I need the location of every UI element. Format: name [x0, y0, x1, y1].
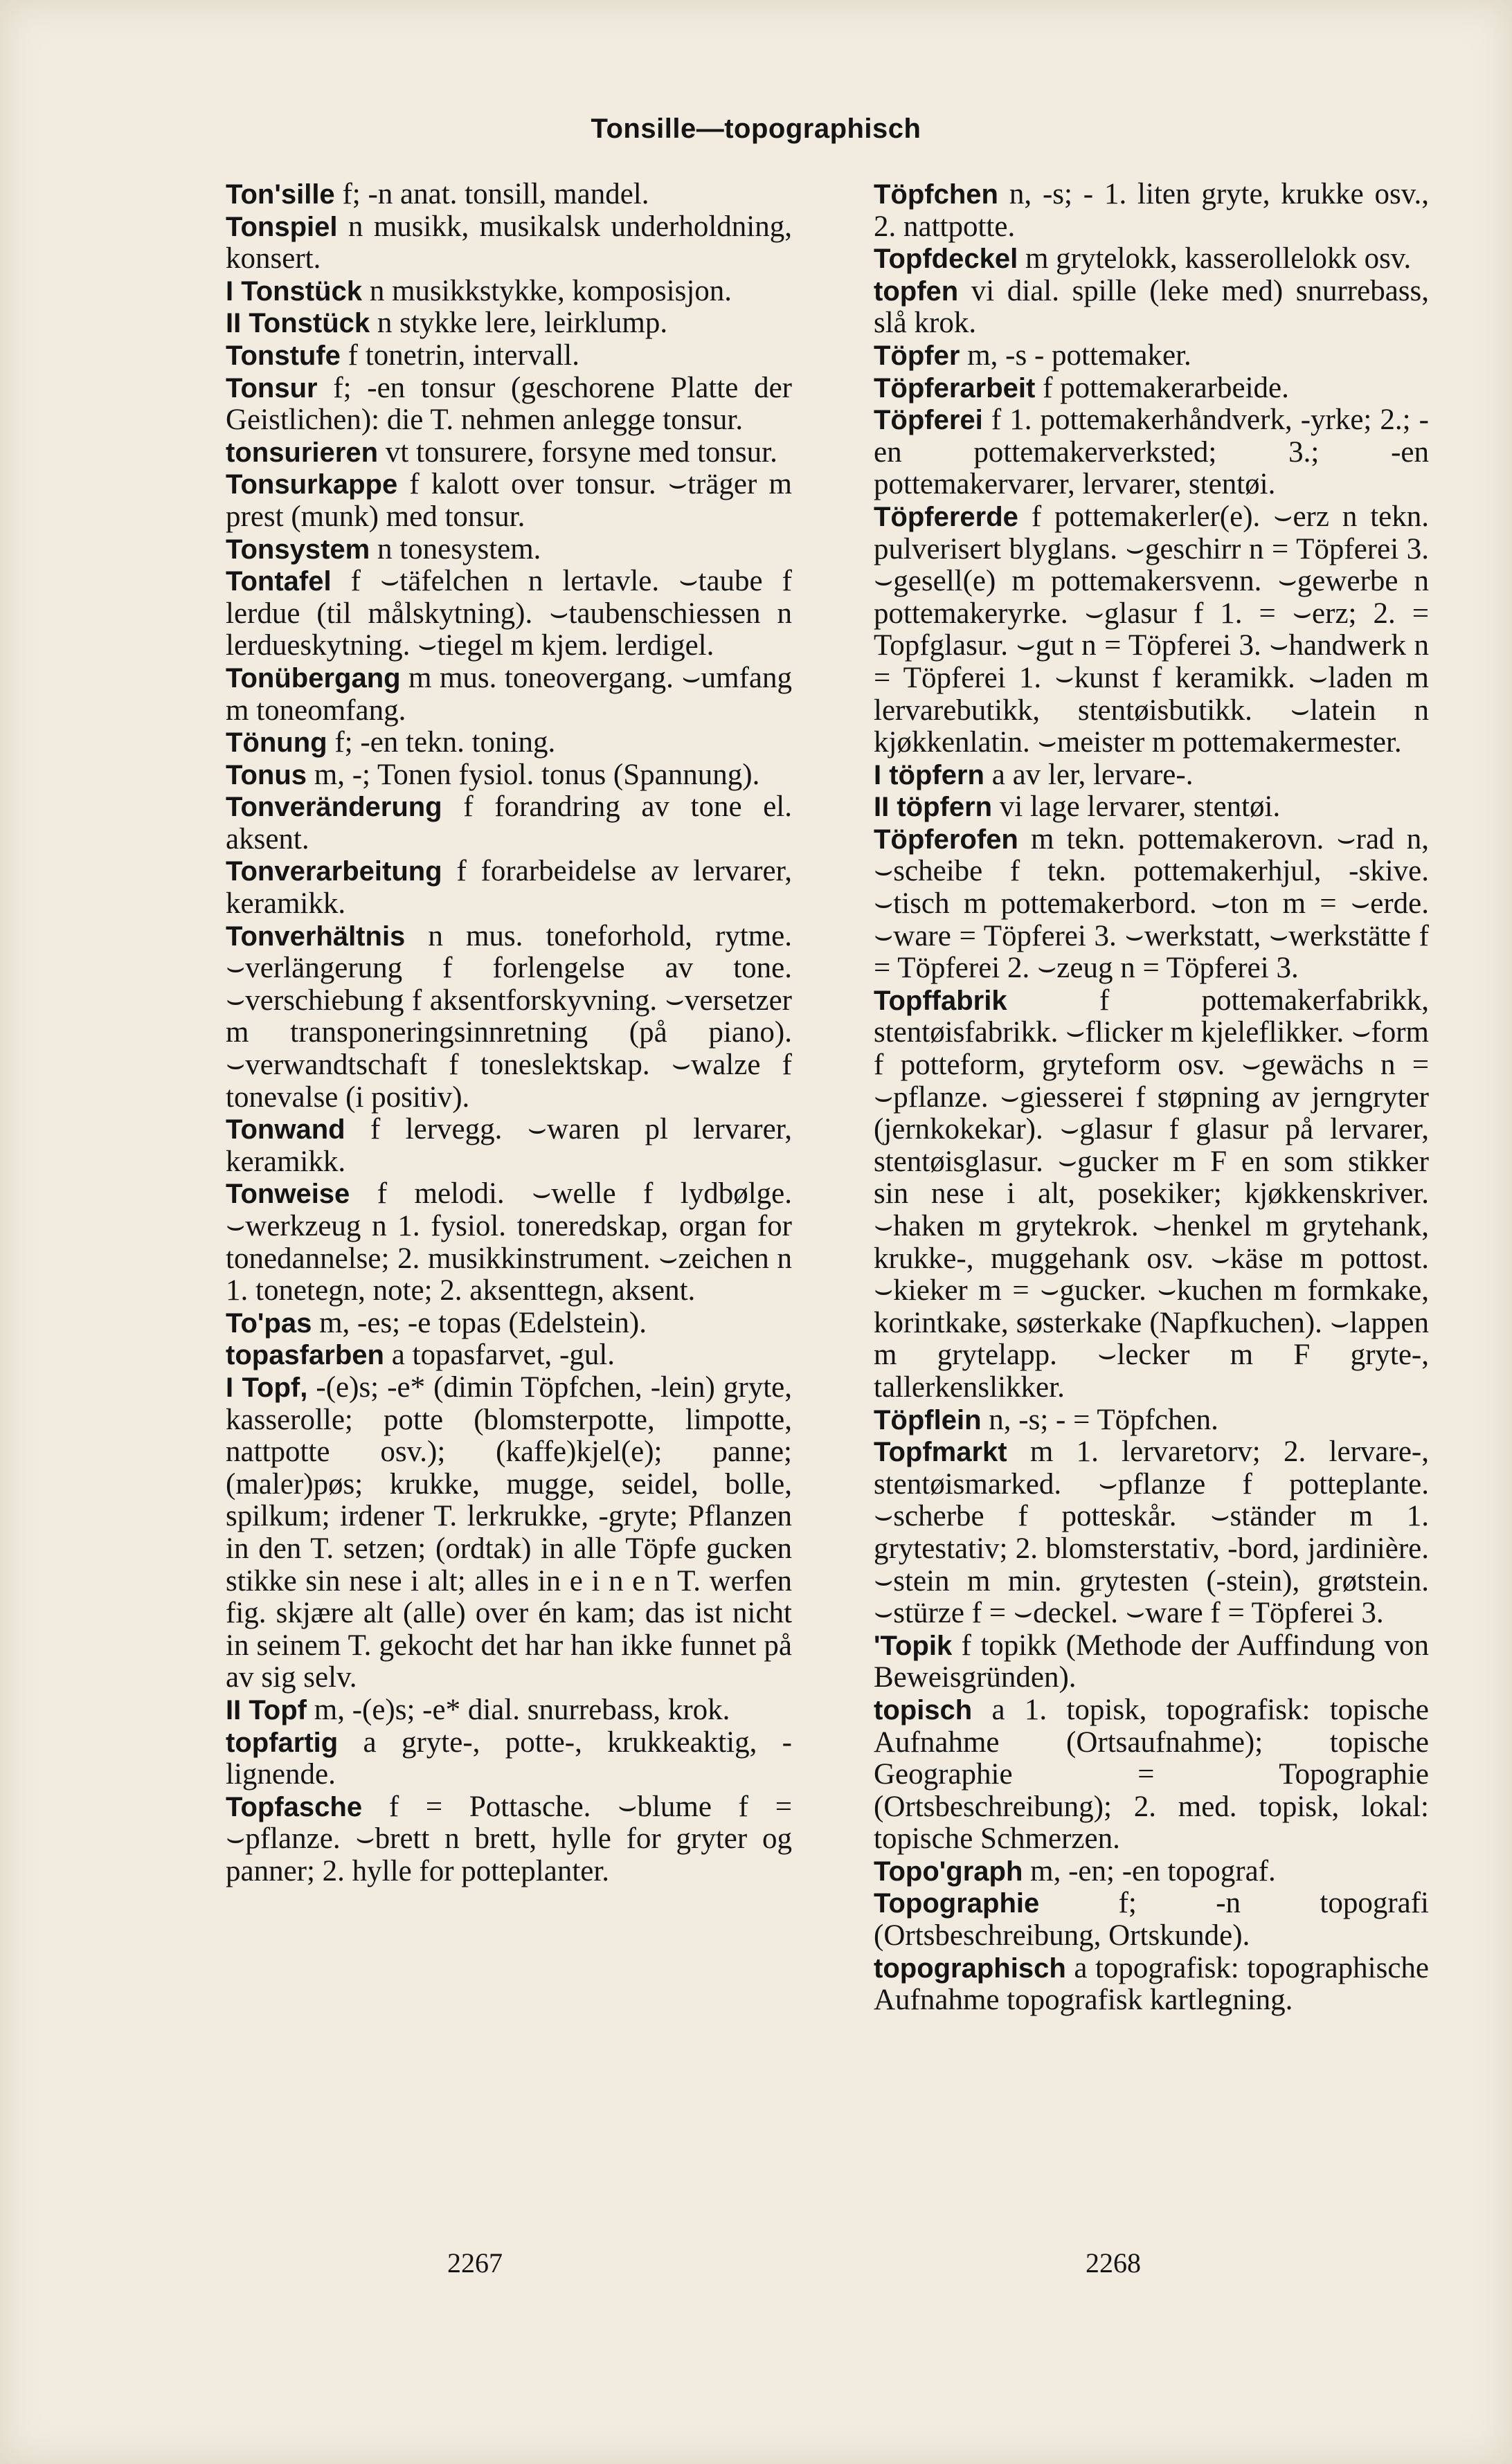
- dictionary-entry: [192, 211, 792, 275]
- entry-headword: Topographie: [874, 1888, 1040, 1919]
- dictionary-entry: [192, 179, 792, 211]
- entry-headword: Tonsur: [226, 372, 318, 404]
- dictionary-entry: [192, 1307, 792, 1340]
- entry-headword: topfartig: [226, 1727, 339, 1758]
- entry-definition: m tekn. pottemakerovn. ⌣rad n, ⌣scheibe f tekn. pottemakerhjul, -skive. ⌣tisch m pottemakerbord. ⌣ton m = ⌣erde. ⌣ware = Töpferei 3. ⌣werkstatt, ⌣werkstätte f = Töpferei 2. ⌣zeug n = Töpferei 3.: [874, 822, 1429, 985]
- dictionary-entry: [840, 1630, 1429, 1694]
- dictionary-entry: [192, 662, 792, 727]
- dictionary-entry: [192, 1178, 792, 1307]
- dictionary-entry: [192, 307, 792, 340]
- entry-definition: f lervegg. ⌣waren pl lervarer, keramikk.: [226, 1113, 792, 1178]
- dictionary-entry: [840, 1436, 1429, 1630]
- entry-definition: vi lage lervarer, stentøi.: [992, 790, 1281, 824]
- dictionary-entry: [840, 1953, 1429, 2017]
- entry-headword: Tonspiel: [226, 211, 338, 242]
- entry-headword: Topfdeckel: [874, 244, 1018, 275]
- entry-headword: Tonveränderung: [226, 792, 442, 823]
- entry-definition: m, -s - pottemaker.: [960, 338, 1191, 372]
- entry-headword: I Tonstück: [226, 275, 363, 307]
- entry-definition: f ⌣täfelchen n lertavle. ⌣taube f lerdue (til målskytning). ⌣taubenschiessen n lerdueskytning. ⌣tiegel m kjem. lerdigel.: [226, 565, 792, 662]
- entry-headword: Töpferarbeit: [874, 372, 1036, 404]
- dictionary-entry: [192, 437, 792, 469]
- entry-definition: f pottemakerfabrikk, stentøisfabrikk. ⌣flicker m kjeleflikker. ⌣form f potteform, gryteform osv. ⌣gewächs n = ⌣pflanze. ⌣giesserei f støpning av jerngryter (jernkokekar). ⌣glasur f glasur på lervarer, stentøisglasur. ⌣gucker m F en som stikker sin nese i alt, posekiker; kjøkkenskriver. ⌣haken m grytekrok. ⌣henkel m grytehank, krukke-, muggehank osv. ⌣käse m pottost. ⌣kieker m = ⌣gucker. ⌣kuchen m formkake, korintkake, søsterkake (Napfkuchen). ⌣lappen m grytelapp. ⌣lecker m F gryte-, tallerkenslikker.: [874, 984, 1429, 1404]
- dictionary-entry: [840, 1694, 1429, 1856]
- dictionary-entry: [192, 1727, 792, 1791]
- entry-headword: Tonverarbeitung: [226, 856, 442, 887]
- entry-definition: f pottemakerler(e). ⌣erz n tekn. pulverisert blyglans. ⌣geschirr n = Töpferei 3. ⌣gesell(e) m pottemakersvenn. ⌣gewerbe n pottemakeryrke. ⌣glasur f 1. = ⌣erz; 2. = Topfglasur. ⌣gut n = Töpferei 3. ⌣handwerk n = Töpferei 1. ⌣kunst f keramikk. ⌣laden m lervarebutikk, stentøisbutikk. ⌣latein n kjøkkenlatin. ⌣meister m pottemakermester.: [874, 500, 1429, 759]
- entry-definition: m, -; Tonen fysiol. tonus (Spannung).: [307, 758, 760, 791]
- dictionary-entry: [840, 340, 1429, 372]
- dictionary-entry: [192, 1694, 792, 1727]
- entry-headword: Tönung: [226, 727, 327, 759]
- entry-headword: Tonwand: [226, 1114, 345, 1145]
- entry-definition: m grytelokk, kasserollelokk osv.: [1018, 242, 1412, 275]
- entry-definition: n stykke lere, leirklump.: [370, 307, 668, 340]
- entry-headword: Tontafel: [226, 566, 332, 597]
- dictionary-entry: [840, 1404, 1429, 1437]
- right-column: [840, 179, 1429, 2017]
- entry-definition: m 1. lervaretorv; 2. lervare-, stentøismarked. ⌣pflanze f potteplante. ⌣scherbe f potteskår. ⌣ständer m 1. grytestativ; 2. blomsterstativ, -bord, jardinière. ⌣stein m min. grytesten (-stein), grøtstein. ⌣stürze f = ⌣deckel. ⌣ware f = Töpferei 3.: [874, 1435, 1429, 1630]
- entry-headword: To'pas: [226, 1307, 312, 1339]
- entry-definition: f forandring av tone el. aksent.: [226, 790, 792, 855]
- dictionary-entry: [192, 469, 792, 533]
- entry-headword: Topffabrik: [874, 985, 1007, 1016]
- dictionary-entry: [192, 1339, 792, 1372]
- entry-headword: Töpferei: [874, 405, 983, 436]
- dictionary-entry: [840, 501, 1429, 759]
- entry-headword: Tonübergang: [226, 662, 401, 694]
- entry-definition: f 1. pottemakerhåndverk, -yrke; 2.; -en pottemakerverksted; 3.; -en pottemakervarer, lervarer, stentøi.: [874, 404, 1429, 501]
- entry-headword: Ton'sille: [226, 179, 335, 210]
- dictionary-entry: [192, 340, 792, 372]
- entry-headword: Töpferofen: [874, 824, 1018, 855]
- entry-definition: n, -s; - 1. liten gryte, krukke osv., 2. nattpotte.: [874, 178, 1429, 243]
- dictionary-entry: [840, 759, 1429, 792]
- page-number-left: 2267: [447, 2247, 503, 2279]
- entry-definition: a topografisk: topographische Aufnahme topografisk kartlegning.: [874, 1951, 1429, 2017]
- page-title: Tonsille—topographisch: [591, 114, 921, 144]
- dictionary-entry: [192, 1791, 792, 1888]
- dictionary-entry: [840, 985, 1429, 1404]
- dictionary-entry: [192, 921, 792, 1114]
- page-number-right: 2268: [1086, 2247, 1141, 2279]
- entry-headword: topasfarben: [226, 1340, 384, 1371]
- entry-headword: II Topf: [226, 1694, 307, 1725]
- entry-definition: m, -en; -en topograf.: [1023, 1854, 1276, 1887]
- entry-definition: n tonesystem.: [370, 532, 541, 565]
- dictionary-entry: [192, 275, 792, 308]
- entry-definition: f tonetrin, intervall.: [340, 338, 579, 372]
- entry-definition: a topasfarvet, -gul.: [384, 1339, 615, 1372]
- dictionary-entry: [840, 275, 1429, 340]
- entry-headword: topfen: [874, 275, 959, 307]
- entry-headword: I töpfern: [874, 759, 984, 790]
- entry-definition: f; -n anat. tonsill, mandel.: [334, 178, 649, 210]
- dictionary-entry: [840, 791, 1429, 824]
- entry-definition: n mus. toneforhold, rytme. ⌣verlängerung f forlengelse av tone. ⌣verschiebung f aksentforskyvning. ⌣versetzer m transponeringsinnretning (på piano). ⌣verwandtschaft f toneslektskap. ⌣walze f tonevalse (i positiv).: [226, 919, 792, 1114]
- entry-headword: topographisch: [874, 1953, 1066, 1984]
- entry-definition: vt tonsurere, forsyne med tonsur.: [378, 435, 777, 469]
- dictionary-entry: [840, 1856, 1429, 1888]
- entry-headword: Töpfererde: [874, 501, 1018, 532]
- dictionary-entry: [192, 534, 792, 566]
- entry-definition: f kalott over tonsur. ⌣träger m prest (munk) med tonsur.: [226, 468, 792, 533]
- entry-definition: a gryte-, potte-, krukkeaktig, -lignende.: [226, 1725, 792, 1791]
- dictionary-entry: [840, 243, 1429, 275]
- entry-headword: Tonverhältnis: [226, 921, 406, 952]
- dictionary-entry: [192, 1372, 792, 1694]
- dictionary-entry: [192, 565, 792, 662]
- entry-definition: f; -n topografi (Ortsbeschreibung, Ortskunde).: [874, 1887, 1429, 1953]
- entry-definition: f forarbeidelse av lervarer, keramikk.: [226, 855, 792, 921]
- entry-headword: Tonweise: [226, 1179, 350, 1210]
- entry-headword: II Tonstück: [226, 308, 370, 339]
- dictionary-entry: [840, 1887, 1429, 1952]
- entry-headword: Topfasche: [226, 1791, 363, 1822]
- entry-definition: -(e)s; -e* (dimin Töpfchen, -lein) gryte, kasserolle; potte (blomsterpotte, limpotte, nattpotte osv.); (kaffe)kjel(e); panne; (maler)pøs; krukke, mugge, seidel, bolle, spilkum; irdener T. lerkrukke, -gryte; Pflanzen in den T. setzen; (ordtak) in alle Töpfe gucken stikke sin nese i alt; alles in e i n e n T. werfen fig. skjære alt (alle) over én kam; das ist nicht in seinem T. gekocht det har han ikke funnet på av sig selv.: [226, 1370, 792, 1694]
- dictionary-entry: [840, 372, 1429, 405]
- entry-definition: vi dial. spille (leke med) snurrebass, slå krok.: [874, 274, 1429, 340]
- entry-headword: Topo'graph: [874, 1856, 1023, 1887]
- dictionary-entry: [192, 727, 792, 759]
- dictionary-entry: [192, 855, 792, 920]
- entry-headword: Tonsystem: [226, 534, 370, 565]
- dictionary-entry: [840, 179, 1429, 243]
- entry-headword: Tonsurkappe: [226, 469, 398, 500]
- entry-definition: a av ler, lervare-.: [984, 758, 1194, 791]
- entry-headword: topisch: [874, 1694, 973, 1725]
- entry-headword: Töpfchen: [874, 179, 998, 210]
- entry-headword: Töpfer: [874, 340, 960, 371]
- entry-definition: f; -en tonsur (geschorene Platte der Geistlichen): die T. nehmen anlegge tonsur.: [226, 371, 792, 437]
- entry-headword: 'Topik: [874, 1630, 953, 1661]
- entry-definition: m, -(e)s; -e* dial. snurrebass, krok.: [307, 1693, 730, 1726]
- entry-definition: m mus. toneovergang. ⌣umfang m toneomfang.: [226, 661, 792, 727]
- entry-definition: f topikk (Methode der Auffindung von Beweisgründen).: [874, 1629, 1429, 1694]
- entry-definition: m, -es; -e topas (Edelstein).: [312, 1306, 647, 1339]
- left-column: [192, 179, 792, 1887]
- entry-headword: II töpfern: [874, 792, 993, 823]
- entry-headword: I Topf,: [226, 1372, 308, 1403]
- entry-definition: f; -en tekn. toning.: [327, 726, 556, 759]
- entry-headword: Tonstufe: [226, 340, 341, 371]
- entry-definition: n musikk, musikalsk underholdning, konsert.: [226, 210, 792, 275]
- dictionary-entry: [840, 824, 1429, 985]
- dictionary-entry: [192, 759, 792, 792]
- entry-headword: Tonus: [226, 759, 307, 790]
- entry-definition: f melodi. ⌣welle f lydbølge. ⌣werkzeug n 1. fysiol. toneredskap, organ for tonedannelse; 2. musikkinstrument. ⌣zeichen n 1. tonetegn, note; 2. aksenttegn, aksent.: [226, 1177, 792, 1307]
- dictionary-entry: [840, 404, 1429, 501]
- dictionary-entry: [192, 791, 792, 855]
- entry-definition: n musikkstykke, komposisjon.: [362, 274, 732, 307]
- entry-definition: a 1. topisk, topografisk: topische Aufnahme (Ortsaufnahme); topische Geographie = Topographie (Ortsbeschreibung); 2. med. topisk, lokal: topische Schmerzen.: [874, 1693, 1429, 1856]
- entry-definition: n, -s; - = Töpfchen.: [981, 1403, 1218, 1436]
- dictionary-entry: [192, 372, 792, 437]
- entry-headword: Topfmarkt: [874, 1437, 1007, 1468]
- entry-definition: f pottemakerarbeide.: [1035, 371, 1289, 404]
- entry-headword: tonsurieren: [226, 437, 379, 468]
- entry-headword: Töpflein: [874, 1404, 982, 1435]
- entry-definition: f = Pottasche. ⌣blume f = ⌣pflanze. ⌣brett n brett, hylle for gryter og panner; 2. hylle for potteplanter.: [226, 1790, 792, 1887]
- dictionary-entry: [192, 1114, 792, 1178]
